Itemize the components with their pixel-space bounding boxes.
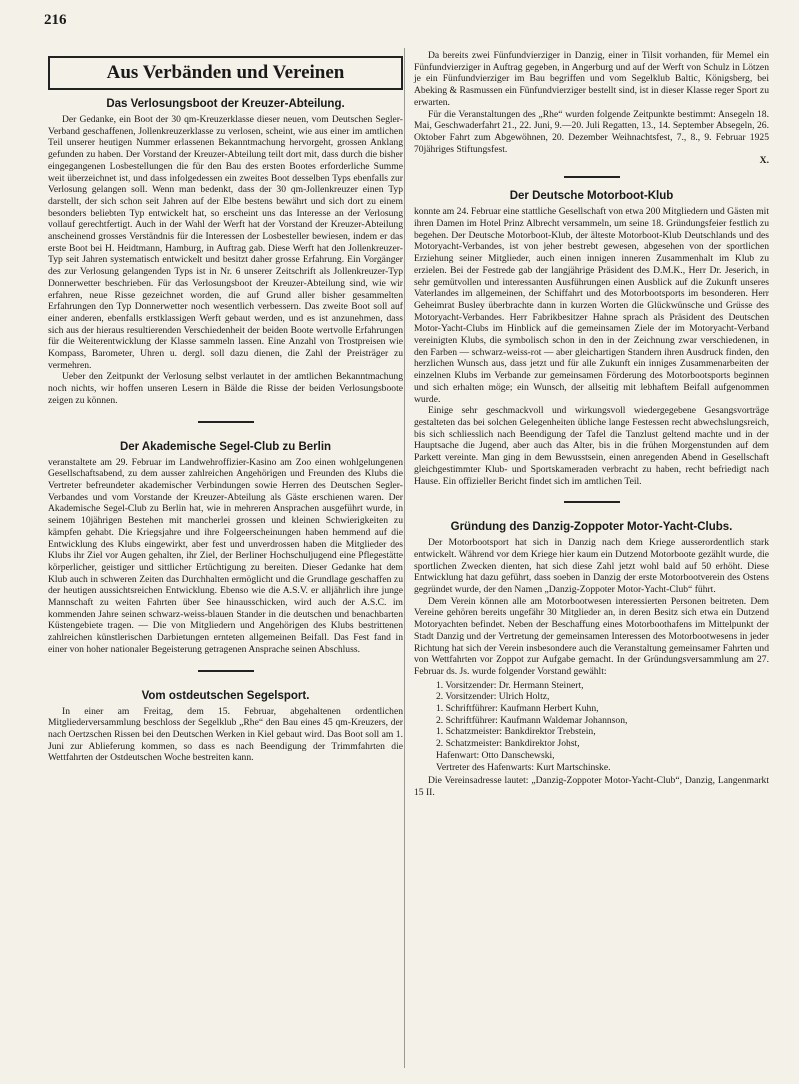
article-paragraph: Der Motorbootsport hat sich in Danzig nach dem Kriege ausserordentlich stark entwickelt. Während vor dem Kriege hier kaum ein Dutzend Motorboote gezählt wurde, die sportlichen Zwecken dienten, hat sich diese Zahl jetzt wohl bald auf 50 erhöht. Diese Entwicklung hat dazu geführt, dass soeben in Danzig der erste Motorbootverein des Ostens gegründet wurde, der den Namen „Danzig-Zoppoter Motor-Yacht-Club“ führt. bbox=[414, 537, 769, 596]
article-paragraph: konnte am 24. Februar eine stattliche Gesellschaft von etwa 200 Mitgliedern und Gästen mit ihren Damen im Hotel Prinz Albrecht versammeln, um seine 18. Gründungsfeier festlich zu begehen. Der Deutsche Motorboot-Klub, der älteste Motorboot-Klub Deutschlands und des Motoryacht-Verbandes, ist von jeher bestrebt gewesen, abgesehen von der sportlichen Erziehung seiner Mitglieder, auch einen innigen inneren Zusammenhalt im Klub zu erzielen. Bei der Festrede gab der langjährige Präsident des D.M.K., Herr Dr. Jeserich, in sehr gemütvollen und interessanten Ausführungen einen Ausblick auf die Zukunft unseres Vaterlandes im allgemeinen, der Schiffahrt und des Motorbootsports im besonderen. Herr Geheimrat Busley überbrachte dann in kurzen Worten die Glückwünsche und Grüsse des Motoryacht-Verbandes. Herr Fabrikbesitzer Hahne sprach als Präsident des Deutschen Motor-Yacht-Clubs im Hinblick auf die gemeinsamen Ziele der im Motoryacht-Verband vereinigten Klubs, die symbolisch schon in den in der Zeichnung zwar verschiedenen, in den Farben — schwarz-weiss-rot — aber gleichartigen Standern ihren Ausdruck finden, den herzlichen Wunsch aus, dass jetzt und für alle Zukunft ein inniges Zusammenarbeiten der einzelnen Klubs im Verbande zur gemeinsamen Förderung des Motorbootsports beginnen und sich erhalten möge; ein Wunsch, der allseitig mit lebhaftem Beifall aufgenommen wurde. bbox=[414, 206, 769, 405]
club-address: Die Vereinsadresse lautet: „Danzig-Zoppoter Motor-Yacht-Club“, Danzig, Langenmarkt 15 II. bbox=[414, 775, 769, 798]
article-paragraph: Für die Veranstaltungen des „Rhe“ wurden folgende Zeitpunkte bestimmt: Ansegeln 18. Mai, Geschwaderfahrt 21., 22. Juni, 9.—20. Juli Regatten, 13., 14. September Absegeln, 26. Oktober Fahrt zum Abgewöhnen, 20. Dezember Weihnachtsfest, 7., 8., 9. Februar 1925 70jähriges Stiftungsfest. bbox=[414, 108, 769, 155]
section-divider bbox=[564, 501, 620, 503]
page-number: 216 bbox=[44, 12, 67, 28]
board-member: Hafenwart: Otto Danschewski, bbox=[436, 749, 555, 761]
board-member: 1. Vorsitzender: Dr. Hermann Steinert, bbox=[436, 679, 584, 691]
article-paragraph: In einer am Freitag, dem 15. Februar, abgehaltenen ordentlichen Mitgliederversammlung beschloss der Segelklub „Rhe“ den Bau eines 45 qm-Kreuzers, der nach Oertzschen Rissen bei den Deutschen Werken in Kiel gebaut wird. Das Boot soll am 1. Juni zur Ablieferung kommen, so dass es nach Beendigung der Trimmfahrten die Wettfahrten der Ostdeutschen Woche bestreiten kann. bbox=[48, 705, 403, 764]
article-paragraph: Der Gedanke, ein Boot der 30 qm-Kreuzerklasse dieser neuen, vom Deutschen Segler-Verband geschaffenen, Jollenkreuzerklasse zu verlosen, scheint, wie aus einer im amtlichen Teil unserer heutigen Nummer erlassenen Bekanntmachung hervorgeht, grossen Anklang gefunden zu haben. Der Vorstand der Kreuzer-Abteilung teilt dort mit, dass durch die bisher eingegangenen Losbestellungen die für den Bau des ersten Bootes erforderliche Summe weit überzeichnet ist, und dass infolgedessen ein zweites Boot desselben Typs ebenfalls zur Verlosung gelangen soll. Wenn man bedenkt, dass der 30 qm-Jollenkreuzer einen Typ darstellt, der sich schon seit Jahren auf der Elbe bestens bewährt und sich dort zu einem besonders beliebten Typ entwickelt hat, so erscheint uns das Interesse an der Verlosung vollauf gerechtfertigt. Auch in der Wahl der Werft hat der Vorstand der Kreuzer-Abteilung anscheinend grosses Verständnis für die Interessen der Losbesteller bewiesen, indem er das erste Boot bei H. Heidtmann, Hamburg, in Auftrag gab. Diese Werft hat den Jollenkreuzer-Typ seit Jahren systematisch entwickelt und besitzt daher grosse Erfahrung. Ein Vorgänger des zur Verlosung gelangenden Typs ist in Nr. 6 unserer Zeitschrift als Jollenkreuzer-Typ Donnerwetter beschrieben. Für das Verlosungsboot der Kreuzer-Abteilung sind, wie wir erfahren, neue Risse gezeichnet worden, die auf Grund aller bisher gesammelten Erfahrungen den Typ Donnerwetter noch wesentlich verbessern. Das zweite Boot soll auf einer anderen, ebenfalls erstklassigen Werft gebaut werden, und es ist anzunehmen, dass sich aus der hieraus resultierenden Verschiedenheit der beiden Boote wertvolle Erfahrungen für die Weiterentwicklung der Klasse sammeln lassen. Eine Anzahl von Trostpreisen wie Kompass, Barometer, Uhren u. dergl. soll dazu dienen, die Zahl der Preisträger zu vermehren. bbox=[48, 114, 403, 371]
section-header: Aus Verbänden und Vereinen bbox=[48, 56, 403, 90]
board-member: Vertreter des Hafenwarts: Kurt Martschinske. bbox=[436, 761, 611, 773]
article-paragraph: Einige sehr geschmackvoll und wirkungsvoll wiedergegebene Gesangsvorträge gestalteten das bei solchen Gelegenheiten übliche lange Festessen recht abwechslungsreich, bis sich schliesslich nach Beendigung der Tafel die Tanzlust geltend machte und in der Hauptsache die Jugend, aber auch das Alter, bis in die frühen Morgenstunden auf dem Parkett vereinte. Man ging in dem Bewusstsein, einen anregenden Abend in Gesellschaft gleichgestimmter Klub- und Sportskameraden verbracht zu haben, recht befriedigt nach Hause. Ein offizieller Bericht findet sich im amtlichen Teil. bbox=[414, 405, 769, 487]
left-column bbox=[48, 50, 403, 764]
article-paragraph: Ueber den Zeitpunkt der Verlosung selbst verlautet in der amtlichen Bekanntmachung noch nichts, wir hoffen unseren Lesern in Bälde die Risse der beiden Verlosungsboote zeigen zu können. bbox=[48, 371, 403, 406]
article-signature: X. bbox=[759, 155, 769, 167]
board-member: 1. Schatzmeister: Bankdirektor Trebstein, bbox=[436, 726, 596, 738]
section-divider bbox=[198, 670, 254, 672]
column-rule bbox=[404, 48, 405, 1068]
article-paragraph: veranstaltete am 29. Februar im Landwehroffizier-Kasino am Zoo einen wohlgelungenen Gesellschaftsabend, zu dem ausser zahlreichen Angehörigen und Freunden des Klubs die Vertreter befreundeter akademischer Verbindungen sowie Herren des Deutschen Segler-Verbandes und vom Vorstande der Kreuzer-Abteilung als Gäste erschienen waren. Der Akademische Segel-Club zu Berlin hat, wie in mehreren Ansprachen ausgeführt wurde, in seinem 10jährigen Bestehen mit mancherlei grossen und kleinen Schwierigkeiten zu kämpfen gehabt. Die Kriegsjahre und ihre Folgeerscheinungen haben hemmend auf die Entwicklung des Klubs eingewirkt, aber fest und unverdrossen haben die Mitglieder des Klubs ihr Ziel vor Augen gehalten, ihr Ziel, der Berliner Hochschuljugend eine Pflegestätte körperlicher, geistiger und sittlicher Ertüchtigung zu bereiten. Dieser Gedanke hat dem Klub auch in schweren Zeiten das Durchhalten ermöglicht und die Grundlage geschaffen zu der heutigen aussichtsreichen Entwicklung. Ebenso wie die A.S.V. er alljährlich ihre junge Mannschaft zu weiten Fahrten über See hinausschicken, wird auch der A.S.C. im kommenden Jahre seinen schwarz-weiss-blauen Stander in die deutschen und benachbarten Küstengebiete tragen. — Die von Mitgliedern und Angehörigen des Klubs bestrittenen zahlreichen künstlerischen Darbietungen ernteten allgemeinen Beifall. Das Fest fand in einer von hoher nationaler Begeisterung getragenen Ansprache seinen Abschluss. bbox=[48, 456, 403, 655]
right-column bbox=[414, 50, 769, 799]
article-title-akademischer-segel-club: Der Akademische Segel-Club zu Berlin bbox=[119, 440, 332, 453]
article-title-motorboot-klub: Der Deutsche Motorboot-Klub bbox=[509, 190, 674, 203]
board-member-list bbox=[436, 680, 769, 774]
board-member: 2. Vorsitzender: Ulrich Holtz, bbox=[436, 691, 550, 703]
board-member: 2. Schriftführer: Kaufmann Waldemar Johannson, bbox=[436, 714, 628, 726]
section-divider bbox=[198, 421, 254, 423]
article-title-verlosungsboot: Das Verlosungsboot der Kreuzer-Abteilung. bbox=[106, 98, 345, 110]
board-member: 1. Schriftführer: Kaufmann Herbert Kuhn, bbox=[436, 703, 599, 715]
article-paragraph: Dem Verein können alle am Motorbootwesen interessierten Personen beitreten. Dem Vereine gehören bereits ungefähr 30 Mitglieder an, in deren Besitz sich etwa ein Dutzend Motoryachten befindet. Neben der Beschaffung eines Motorboothafens im Mittelpunkt der Stadt Danzig und der Vertretung der gemeinsamen Interessen des Motorbootwesens in jeder Richtung hat sich der Verein insbesondere auch die Veranstaltung gemeinsamer Fahrten und von Wettfahrten vor Zoppot zur Aufgabe gemacht. In der Gründungsversammlung am 27. Februar ds. Js. wurde folgender Vorstand gewählt: bbox=[414, 595, 769, 677]
article-title-ostdeutscher-segelsport: Vom ostdeutschen Segelsport. bbox=[141, 689, 310, 702]
article-paragraph: Da bereits zwei Fünfundvierziger in Danzig, einer in Tilsit vorhanden, für Memel ein Fünfundvierziger in Auftrag gegeben, in Angerburg und auf der Werft von Schulz in Lötzen je ein Fünfundvierziger im Bau begriffen und vom Segelklub Baltic, Königsberg, bei Abeking & Rasmussen ein Fünfundvierziger bestellt sind, ist in dieser Klasse reger Sport zu erwarten. bbox=[414, 50, 769, 108]
board-member: 2. Schatzmeister: Bankdirektor Johst, bbox=[436, 738, 580, 750]
section-divider bbox=[564, 176, 620, 178]
article-title-danzig-zoppoter: Gründung des Danzig-Zoppoter Motor-Yacht-Clubs. bbox=[450, 521, 733, 534]
